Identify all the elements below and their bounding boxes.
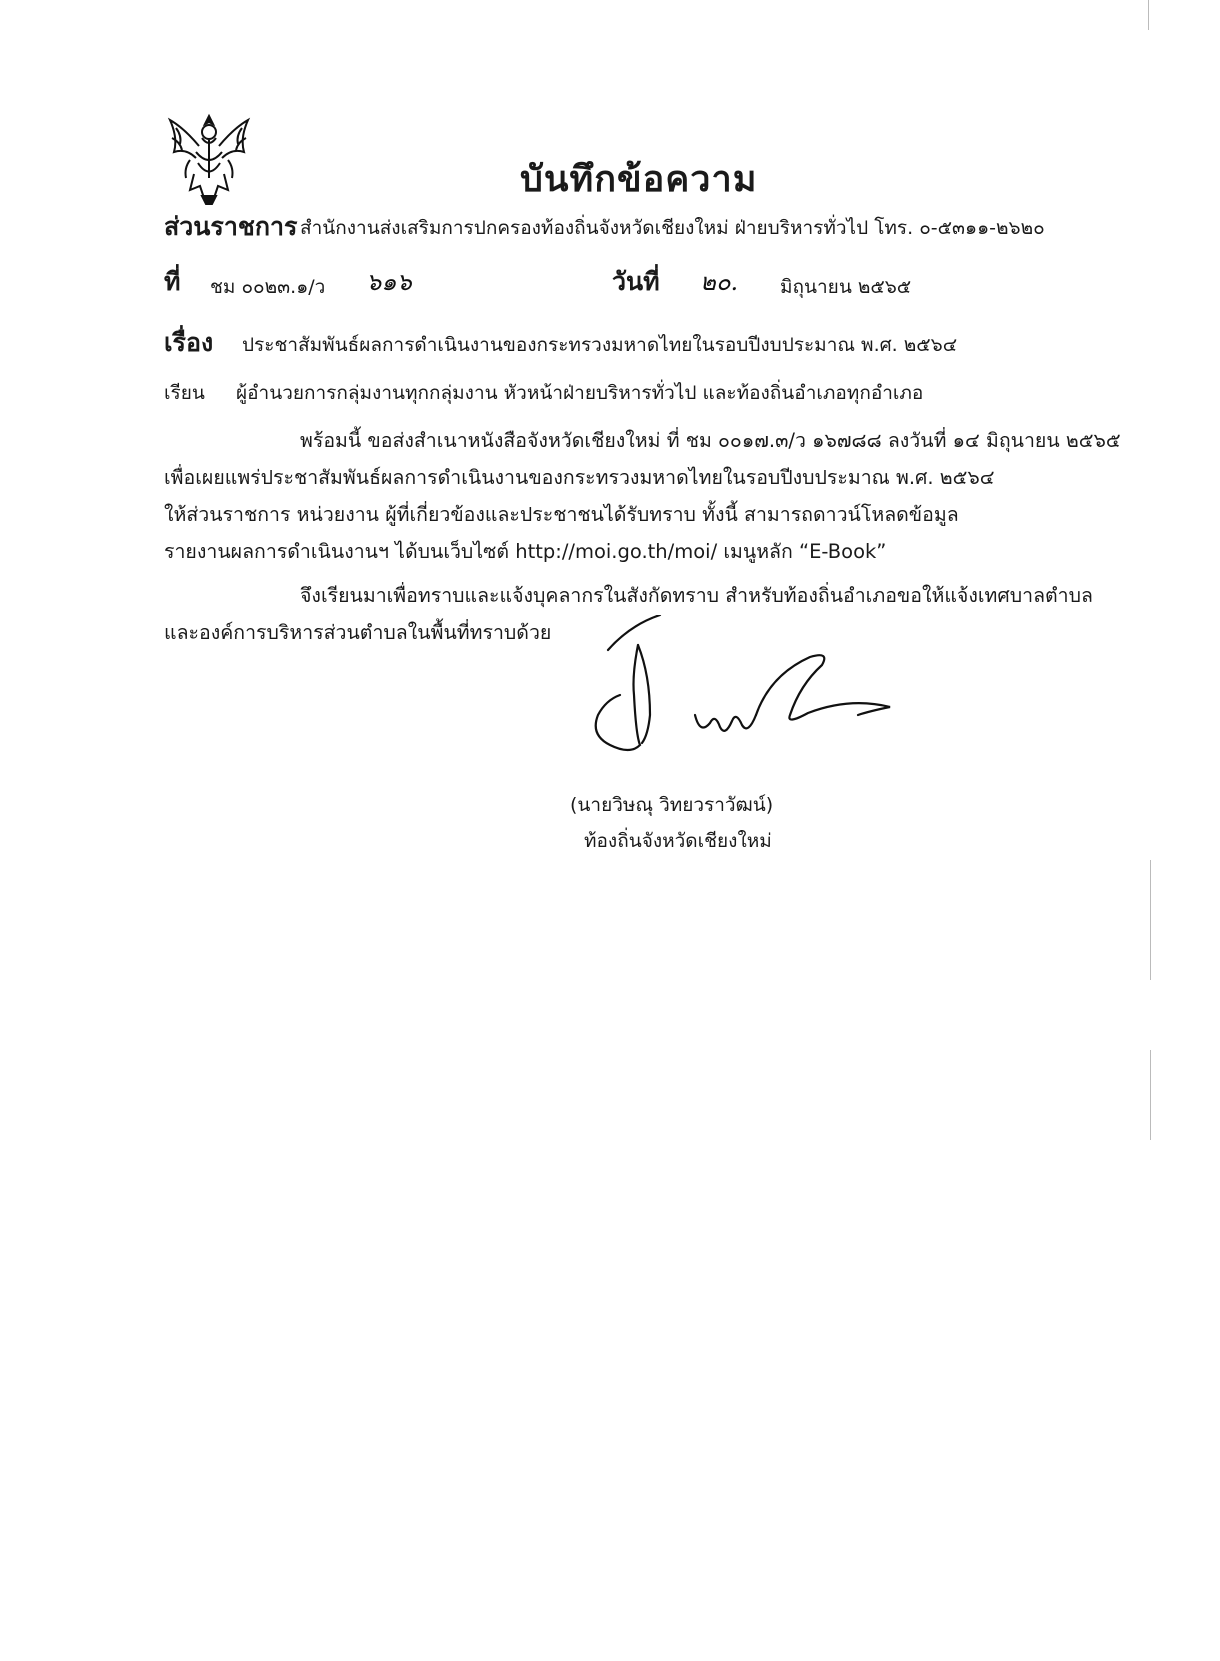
- agency-value: สำนักงานส่งเสริมการปกครองท้องถิ่นจังหวัดเชียงใหม่ ฝ่ายบริหารทั่วไป โทร. ๐-๕๓๑๑-๒๖๒๐: [300, 217, 1045, 239]
- to-label: เรียน: [164, 382, 205, 404]
- scan-artifact: [1150, 1050, 1151, 1140]
- to-value: ผู้อำนวยการกลุ่มงานทุกกลุ่มงาน หัวหน้าฝ่ายบริหารทั่วไป และท้องถิ่นอำเภอทุกอำเภอ: [236, 382, 924, 404]
- garuda-emblem-icon: [164, 108, 254, 208]
- body-line: รายงานผลการดำเนินงานฯ ได้บนเว็บไซต์ http://moi.go.th/moi/ เมนูหลัก “E-Book”: [164, 540, 887, 563]
- subject-label: เรื่อง: [164, 328, 214, 357]
- subject-value: ประชาสัมพันธ์ผลการดำเนินงานของกระทรวงมหาดไทยในรอบปีงบประมาณ พ.ศ. ๒๕๖๔: [242, 334, 958, 356]
- signature-image: [590, 615, 910, 765]
- date-label: วันที่: [612, 267, 660, 296]
- signatory-position: ท้องถิ่นจังหวัดเชียงใหม่: [584, 830, 772, 852]
- signatory-name: (นายวิษณุ วิทยวราวัฒน์): [570, 794, 774, 816]
- body-line: พร้อมนี้ ขอส่งสำเนาหนังสือจังหวัดเชียงใหม่ ที่ ชม ๐๐๑๗.๓/ว ๑๖๗๘๘ ลงวันที่ ๑๔ มิถุนายน ๒๕๖๕: [300, 429, 1121, 452]
- ref-label: ที่: [164, 267, 181, 296]
- ref-handwritten: ๖๑๖: [366, 268, 412, 296]
- date-day-handwritten: ๒๐.: [700, 268, 739, 296]
- body-line: และองค์การบริหารส่วนตำบลในพื้นที่ทราบด้วย: [164, 621, 552, 644]
- body-line: เพื่อเผยแพร่ประชาสัมพันธ์ผลการดำเนินงานของกระทรวงมหาดไทยในรอบปีงบประมาณ พ.ศ. ๒๕๖๔: [164, 466, 995, 489]
- page-title: บันทึกข้อความ: [520, 159, 758, 200]
- scan-artifact: [1148, 0, 1149, 30]
- ref-value: ชม ๐๐๒๓.๑/ว: [210, 276, 326, 298]
- body-line: จึงเรียนมาเพื่อทราบและแจ้งบุคลากรในสังกัดทราบ สำหรับท้องถิ่นอำเภอขอให้แจ้งเทศบาลตำบล: [300, 584, 1093, 607]
- agency-label: ส่วนราชการ: [164, 212, 298, 241]
- body-line: ให้ส่วนราชการ หน่วยงาน ผู้ที่เกี่ยวข้องและประชาชนได้รับทราบ ทั้งนี้ สามารถดาวน์โหลดข้อมูล: [164, 503, 959, 526]
- date-value: มิถุนายน ๒๕๖๕: [780, 276, 912, 298]
- scan-artifact: [1150, 860, 1151, 980]
